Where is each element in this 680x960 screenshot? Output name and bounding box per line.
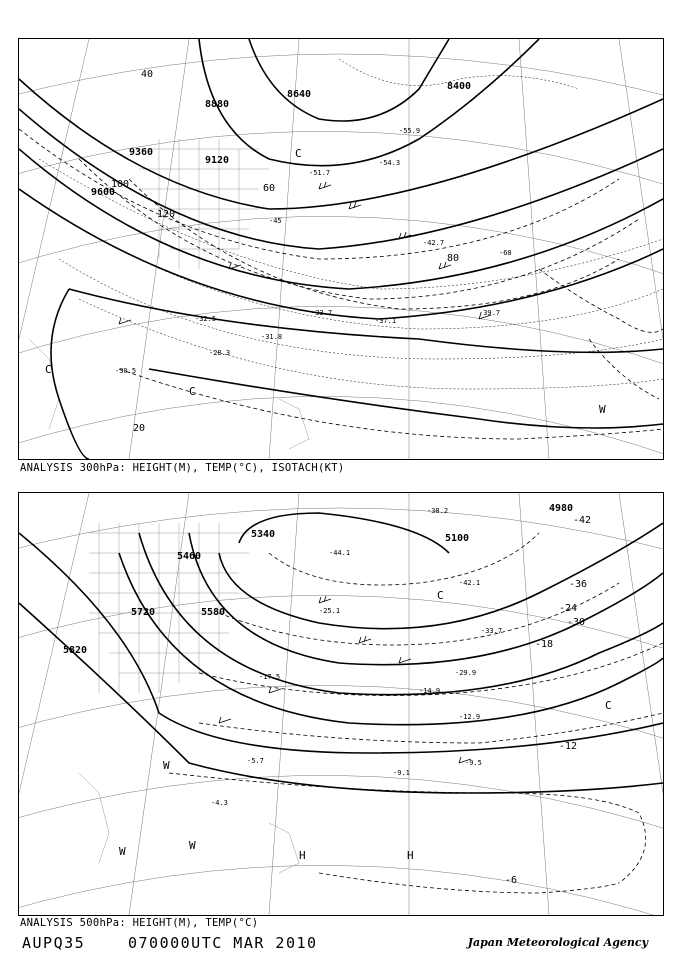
height-label: 8640 xyxy=(287,89,312,100)
station-value: -29.9 xyxy=(455,669,477,677)
station-value: -38.2 xyxy=(427,507,449,515)
height-contours xyxy=(19,39,663,459)
temperature-label: -45 xyxy=(269,217,282,225)
station-value: -33.7 xyxy=(481,627,503,635)
wind-barbs xyxy=(119,182,491,324)
temperature-label: -33.7 xyxy=(311,309,333,317)
agency-name: Japan Meteorological Agency xyxy=(467,936,648,949)
map-500hpa-canvas xyxy=(19,493,663,915)
temperature-label: -36 xyxy=(569,579,588,590)
temperature-label: -12 xyxy=(559,741,578,752)
pressure-center-label: C xyxy=(45,363,52,376)
temperature-label: -37.1 xyxy=(375,317,397,325)
temperature-label: -30.5 xyxy=(115,367,137,375)
height-label: 8880 xyxy=(205,99,230,110)
height-labels xyxy=(91,81,471,198)
temperature-label: -55.9 xyxy=(399,127,421,135)
station-value: -5.7 xyxy=(247,757,264,765)
temperature-label: -18 xyxy=(535,639,554,650)
temperature-label: -51.7 xyxy=(309,169,331,177)
isotach-label: 40 xyxy=(141,69,154,80)
station-value: -14.9 xyxy=(419,687,441,695)
height-label: 5820 xyxy=(63,645,88,656)
pressure-center-label: C xyxy=(605,699,612,712)
pressure-center-label: C xyxy=(295,147,302,160)
pressure-centers xyxy=(119,589,612,862)
isotach-contours xyxy=(19,129,663,439)
map-300hpa xyxy=(18,38,664,460)
isotach-labels xyxy=(111,69,459,434)
pressure-center-label: W xyxy=(189,839,196,852)
terrain-grid xyxy=(79,523,299,873)
height-label: 4980 xyxy=(549,503,574,514)
station-value: -9.5 xyxy=(465,759,482,767)
isotach-label: 100 xyxy=(111,179,130,190)
height-label: 5720 xyxy=(131,607,156,618)
pressure-center-label: W xyxy=(119,845,126,858)
map-300hpa-canvas xyxy=(19,39,663,459)
height-label: 9600 xyxy=(91,187,116,198)
height-label: 8400 xyxy=(447,81,472,92)
pressure-center-label: C xyxy=(437,589,444,602)
isotach-label: 60 xyxy=(263,183,276,194)
height-label: 5580 xyxy=(201,607,226,618)
temperature-label: -31.8 xyxy=(261,333,283,341)
temperature-contours xyxy=(39,59,663,389)
station-value: -25.1 xyxy=(319,607,341,615)
temperature-contours xyxy=(169,533,663,893)
height-label: 5340 xyxy=(251,529,276,540)
temperature-label: -60 xyxy=(499,249,512,257)
temperature-label: -6 xyxy=(505,875,518,886)
station-value: -17.5 xyxy=(259,673,281,681)
height-label: 5460 xyxy=(177,551,202,562)
pressure-center-label: C xyxy=(189,385,196,398)
temperature-label: -39.7 xyxy=(479,309,501,317)
temperature-label: -42.7 xyxy=(423,239,445,247)
product-id: AUPQ35 xyxy=(22,934,86,952)
isotach-label: 20 xyxy=(133,423,146,434)
station-value: -12.9 xyxy=(459,713,481,721)
temperature-labels xyxy=(115,127,512,375)
pressure-center-label: H xyxy=(299,849,306,862)
graticule xyxy=(19,39,663,459)
caption-300hpa: ANALYSIS 300hPa: HEIGHT(M), TEMP(°C), ISOTACH(KT) xyxy=(20,462,345,474)
map-500hpa xyxy=(18,492,664,916)
temperature-label: -30 xyxy=(567,617,586,628)
temperature-label: -28.3 xyxy=(209,349,231,357)
isotach-label: 120 xyxy=(157,209,176,220)
station-value: -42.1 xyxy=(459,579,481,587)
isotach-label: 80 xyxy=(447,253,460,264)
temperature-label: -24 xyxy=(559,603,578,614)
height-label: 9120 xyxy=(205,155,230,166)
station-values xyxy=(211,507,502,807)
station-value: -4.3 xyxy=(211,799,228,807)
pressure-centers xyxy=(45,147,606,416)
wind-barbs xyxy=(219,596,471,763)
pressure-center-label: W xyxy=(163,759,170,772)
station-value: -9.1 xyxy=(393,769,410,777)
temperature-label: -54.3 xyxy=(379,159,401,167)
pressure-center-label: W xyxy=(599,403,606,416)
height-label: 5100 xyxy=(445,533,470,544)
pressure-center-label: H xyxy=(407,849,414,862)
caption-500hpa: ANALYSIS 500hPa: HEIGHT(M), TEMP(°C) xyxy=(20,917,259,929)
station-value: -44.1 xyxy=(329,549,351,557)
temperature-label: -42 xyxy=(573,515,592,526)
height-label: 9360 xyxy=(129,147,154,158)
temperature-label: -32.5 xyxy=(195,315,217,323)
valid-time: 070000UTC MAR 2010 xyxy=(128,934,318,952)
